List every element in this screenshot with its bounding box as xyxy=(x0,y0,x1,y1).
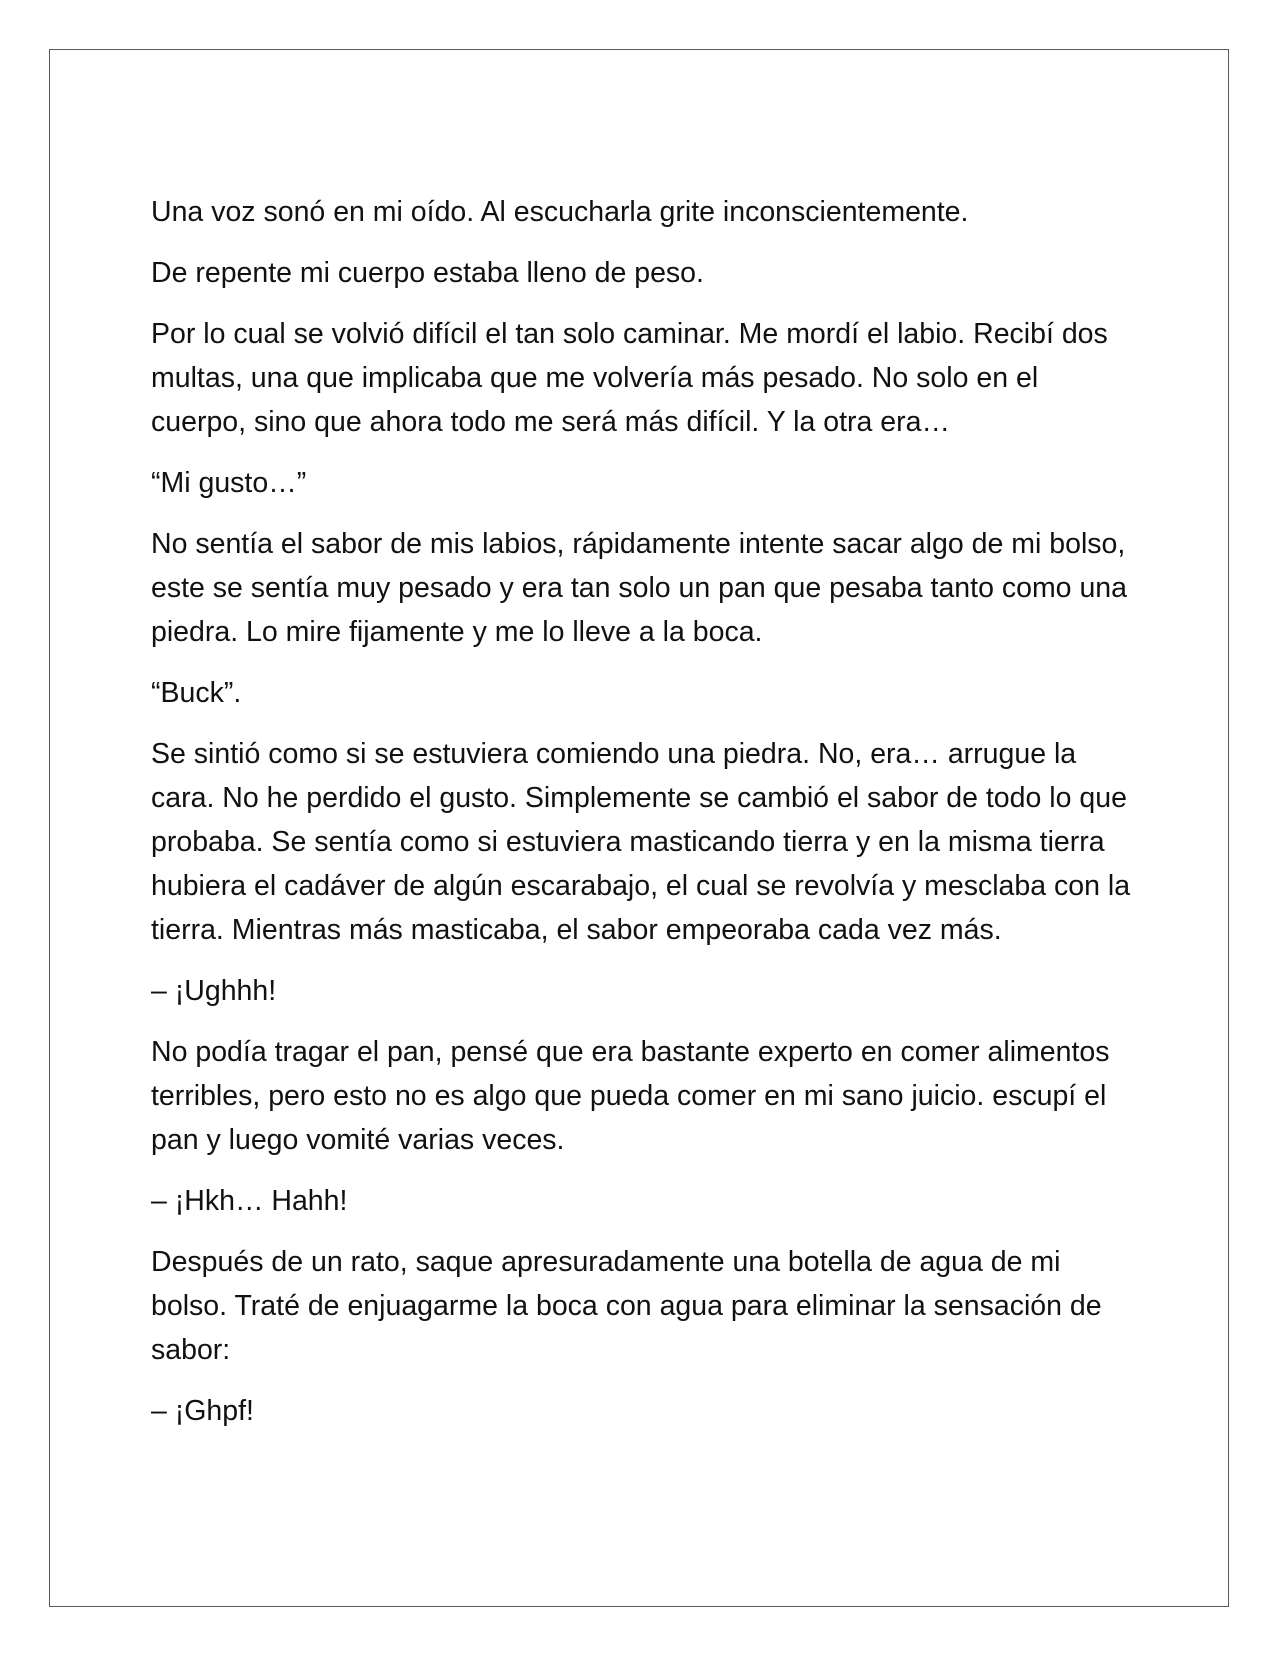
dialogue-line: – ¡Ughhh! xyxy=(151,975,277,1007)
dialogue-line: – ¡Hkh… Hahh! xyxy=(151,1185,348,1217)
dialogue-line: – ¡Ghpf! xyxy=(151,1395,254,1427)
paragraph: No podía tragar el pan, pensé que era bastante experto en comer alimentos terribles, pero esto no es algo que pueda comer en mi sano juicio. escupí el pan y luego vomité varias veces. xyxy=(151,1036,1110,1156)
dialogue-line: “Buck”. xyxy=(151,677,242,709)
dialogue-line: “Mi gusto…” xyxy=(151,467,307,499)
paragraph: Una voz sonó en mi oído. Al escucharla grite inconscientemente. xyxy=(151,196,969,228)
paragraph: Después de un rato, saque apresuradamente una botella de agua de mi bolso. Traté de enjuagarme la boca con agua para eliminar la sensación de sabor: xyxy=(151,1246,1102,1366)
document-body xyxy=(151,190,1141,1450)
paragraph: De repente mi cuerpo estaba lleno de peso. xyxy=(151,257,704,289)
paragraph: Por lo cual se volvió difícil el tan solo caminar. Me mordí el labio. Recibí dos multas, una que implicaba que me volvería más pesado. No solo en el cuerpo, sino que ahora todo me será más difícil. Y la otra era… xyxy=(151,318,1108,438)
paragraph: Se sintió como si se estuviera comiendo una piedra. No, era… arrugue la cara. No he perdido el gusto. Simplemente se cambió el sabor de todo lo que probaba. Se sentía como si estuviera masticando tierra y en la misma tierra hubiera el cadáver de algún escarabajo, el cual se revolvía y mesclaba con la tierra. Mientras más masticaba, el sabor empeoraba cada vez más. xyxy=(151,738,1131,946)
paragraph: No sentía el sabor de mis labios, rápidamente intente sacar algo de mi bolso, este se sentía muy pesado y era tan solo un pan que pesaba tanto como una piedra. Lo mire fijamente y me lo lleve a la boca. xyxy=(151,528,1127,648)
